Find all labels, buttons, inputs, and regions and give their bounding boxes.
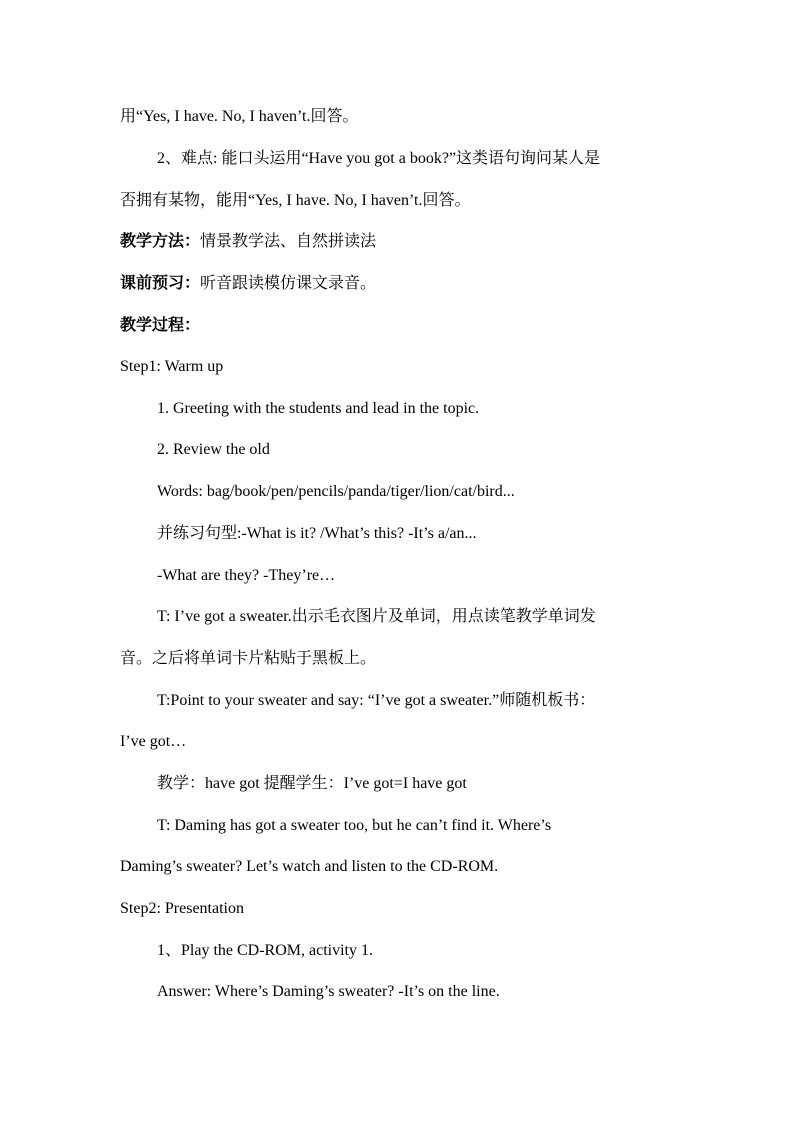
text-line: Words: bag/book/pen/pencils/panda/tiger/lion/cat/bird... (157, 483, 515, 500)
section-heading: 教学过程： (120, 317, 201, 334)
text-line: Daming’s sweater? Let’s watch and listen to the CD-ROM. (120, 858, 499, 875)
text-line: 1、Play the CD-ROM, activity 1. (157, 942, 373, 959)
teaching-methods-label: 教学方法： (120, 233, 201, 250)
text-line: Answer: Where’s Daming’s sweater? -It’s on the line. (157, 983, 500, 1000)
text-line: 2. Review the old (157, 441, 270, 458)
teaching-methods-line (120, 232, 376, 252)
teaching-methods-text: 情景教学法、自然拼读法 (200, 233, 377, 250)
text-line: 教学：have got 提醒学生：I’ve got=I have got (157, 775, 467, 792)
text-line: 1. Greeting with the students and lead in the topic. (157, 400, 480, 417)
step-heading: Step1: Warm up (120, 358, 224, 375)
text-line: 并练习句型:-What is it? /What’s this? -It’s a/an... (157, 525, 477, 542)
preview-label: 课前预习： (120, 275, 201, 292)
step-heading: Step2: Presentation (120, 900, 244, 917)
text-line: 否拥有某物，能用“Yes, I have. No, I haven’t.回答。 (120, 192, 471, 209)
text-line: 2、难点: 能口头运用“Have you got a book?”这类语句询问某人是 (157, 150, 601, 167)
text-line: 音。之后将单词卡片粘贴于黑板上。 (120, 650, 377, 667)
preview-text: 听音跟读模仿课文录音。 (200, 275, 377, 292)
text-line: I’ve got… (120, 733, 187, 750)
text-line: 用“Yes, I have. No, I haven’t.回答。 (120, 108, 359, 125)
text-line: -What are they? -They’re… (157, 567, 336, 584)
text-line: T: I’ve got a sweater.出示毛衣图片及单词，用点读笔教学单词发 (157, 608, 596, 625)
text-line: T: Daming has got a sweater too, but he can’t find it. Where’s (157, 817, 552, 834)
preview-line (120, 274, 376, 294)
text-line: T:Point to your sweater and say: “I’ve got a sweater.”师随机板书： (157, 692, 596, 709)
